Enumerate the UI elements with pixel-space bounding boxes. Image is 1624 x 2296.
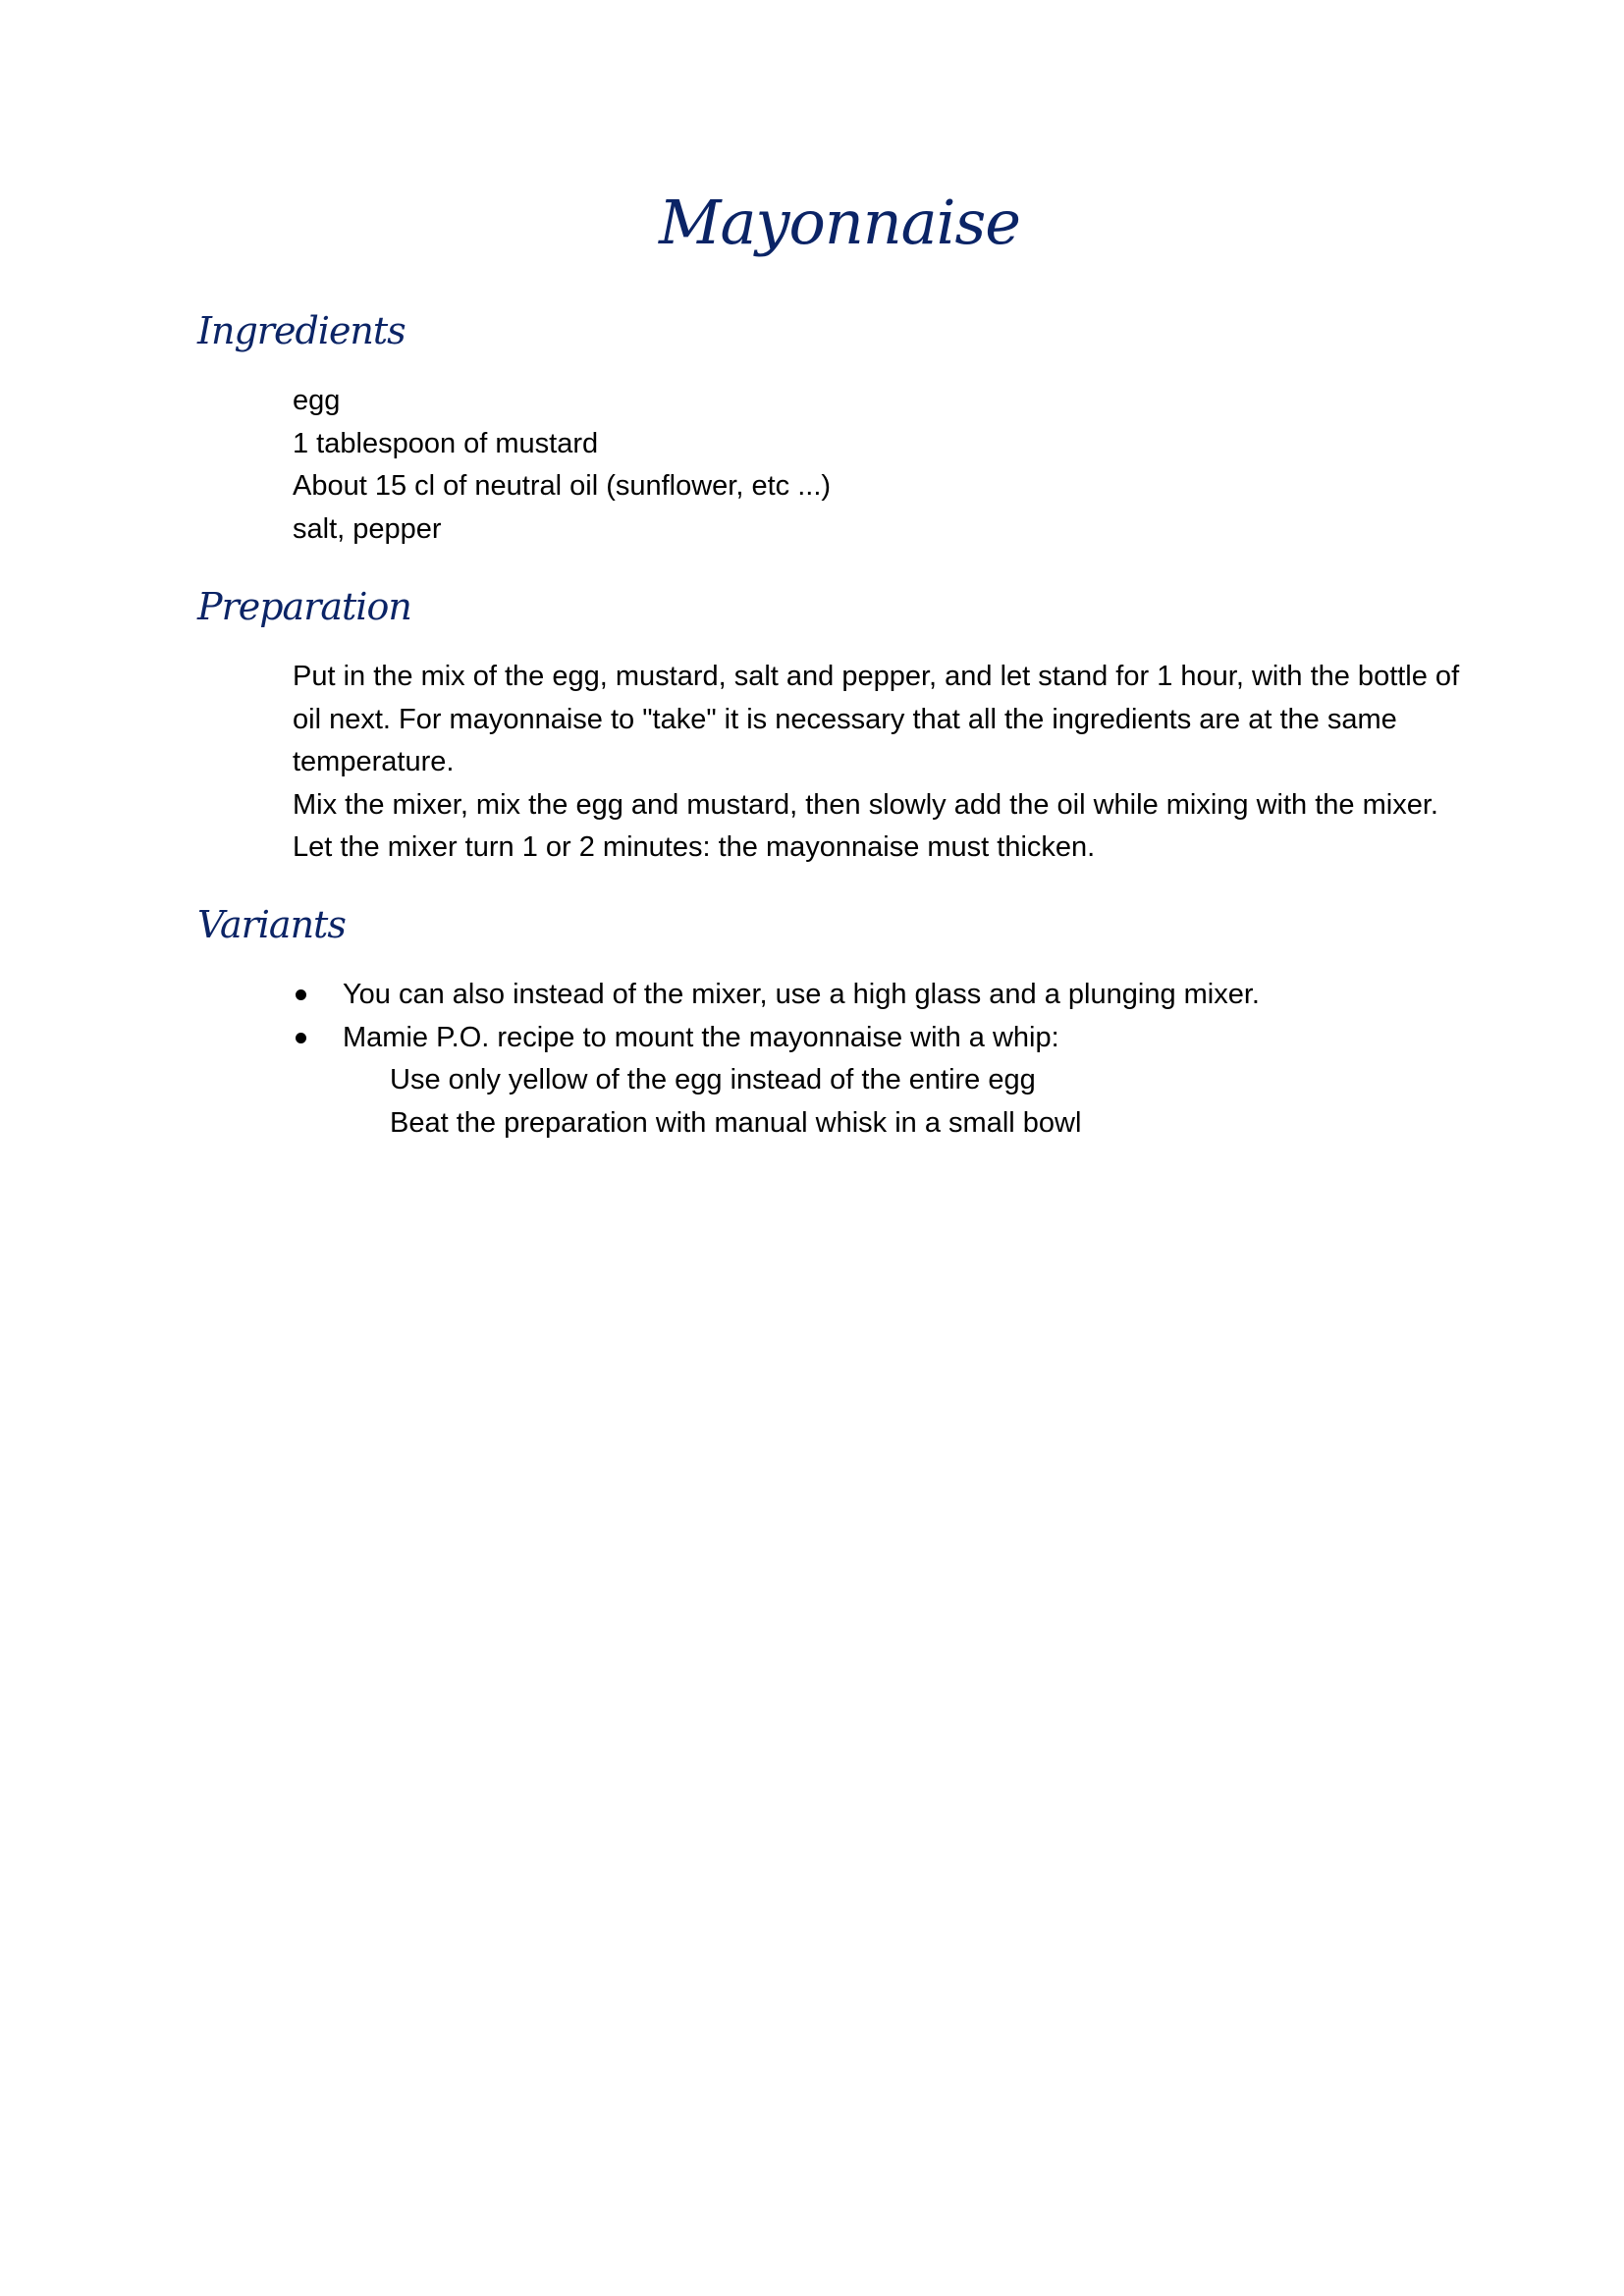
ingredient-item: salt, pepper bbox=[293, 512, 442, 545]
preparation-text bbox=[293, 656, 1471, 870]
preparation-line: Let the mixer turn 1 or 2 minutes: the mayonnaise must thicken. bbox=[293, 831, 1096, 863]
bullet-dot-icon bbox=[296, 989, 306, 1000]
variant-sub-lines bbox=[343, 1059, 1471, 1145]
variant-text: Mamie P.O. recipe to mount the mayonnaise with a whip: bbox=[343, 1021, 1059, 1053]
variant-item bbox=[293, 974, 1471, 1017]
ingredients-list bbox=[293, 380, 1471, 551]
variants-heading: Variants bbox=[197, 903, 346, 946]
variant-sub-line: Use only yellow of the egg instead of the entire egg bbox=[390, 1064, 1036, 1095]
ingredient-item: About 15 cl of neutral oil (sunflower, etc ...) bbox=[293, 470, 832, 502]
variant-item bbox=[293, 1017, 1471, 1146]
document-title: Mayonnaise bbox=[659, 187, 1020, 258]
preparation-line: oil next. For mayonnaise to "take" it is necessary that all the ingredients are at the same bbox=[293, 703, 1397, 735]
preparation-line: Put in the mix of the egg, mustard, salt and pepper, and let stand for 1 hour, with the bottle of bbox=[293, 661, 1460, 692]
ingredients-heading: Ingredients bbox=[197, 309, 406, 352]
preparation-line: temperature. bbox=[293, 746, 455, 777]
ingredient-item: egg bbox=[293, 385, 341, 416]
variant-sub-line: Beat the preparation with manual whisk in a small bowl bbox=[390, 1106, 1082, 1139]
variants-list bbox=[293, 974, 1471, 1145]
bullet-dot-icon bbox=[296, 1033, 306, 1043]
variant-text: You can also instead of the mixer, use a high glass and a plunging mixer. bbox=[343, 979, 1260, 1010]
preparation-line: Mix the mixer, mix the egg and mustard, then slowly add the oil while mixing with the mixer. bbox=[293, 788, 1438, 821]
ingredient-item: 1 tablespoon of mustard bbox=[293, 427, 599, 459]
preparation-heading: Preparation bbox=[197, 585, 411, 628]
